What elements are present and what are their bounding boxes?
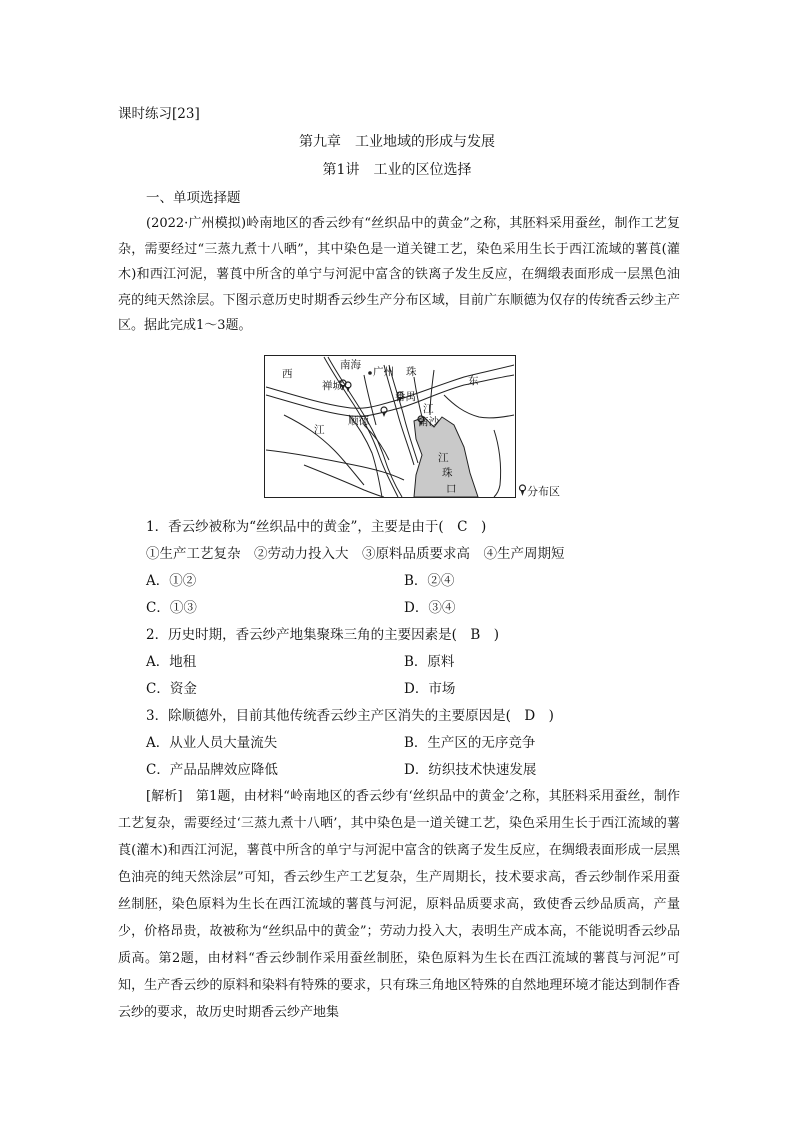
material-passage — [118, 211, 680, 339]
analysis-text: [解析] 第1题，由材料“岭南地区的香云纱有‘丝织品中的黄金’之称，其胚料采用蚕丝，制作工艺复杂，需要经过‘三蒸九煮十八晒’，其中染色是一道关键工艺，染色采用生长于西江流域的薯莨(灌木)和西江河泥，薯莨中所含的单宁与河泥中富含的铁离子发生反应，在绸缎表面形成一层黑色油亮的纯天然涂层”可知，香云纱生产工艺复杂，生产周期长，技术要求高，香云纱制作采用蚕丝制胚，染色原料为生长在西江流域的薯莨与河泥，原料品质要求高，致使香云纱品质高，产量少，价格昂贵，故被称为“丝织品中的黄金”；劳动力投入大，表明生产成本高，不能说明香云纱品质高。第2题，由材料“香云纱制作采用蚕丝制胚，染色原料为生长在西江流域的薯莨与河泥”可知，生产香云纱的原料和染料有特殊的要求，只有珠三角地区特殊的自然地理环境才能达到制作香云纱的要求，故历史时期香云纱产地集 — [118, 789, 680, 1020]
map-label-estuary-kou: 口 — [446, 483, 457, 495]
map-label-panyu: 番禺 — [395, 391, 416, 403]
question-1-option-d: D．③④ — [404, 600, 456, 616]
exercise-title: 课时练习[23] — [118, 106, 200, 122]
question-1-option-c: C．①③ — [146, 600, 197, 616]
map-label-zhu: 珠 — [406, 366, 417, 378]
material-text: (2022·广州模拟)岭南地区的香云纱有“丝织品中的黄金”之称，其胚料采用蚕丝，制作工艺复杂，需要经过“三蒸九煮十八晒”，其中染色是一道关键工艺，染色采用生长于西江流域的薯莨(灌木)和西江河泥，薯莨中所含的单宁与河泥中富含的铁离子发生反应，在绸缎表面形成一层黑色油亮的纯天然涂层。下图示意历史时期香云纱生产分布区域，目前广东顺德为仅存的传统香云纱主产区。据此完成1～3题。 — [118, 216, 680, 333]
chapter-title: 第九章 工业地域的形成与发展 — [299, 134, 495, 150]
map-label-jiang-east: 江 — [423, 403, 434, 415]
question-2-option-d: D．市场 — [404, 681, 456, 697]
question-2-stem: 2．历史时期，香云纱产地集聚珠三角的主要因素是( B ) — [146, 627, 500, 643]
legend-label: 分布区 — [527, 485, 560, 498]
question-2-option-b: B．原料 — [404, 654, 455, 670]
section-title: 一、单项选择题 — [146, 190, 241, 206]
question-3-stem: 3．除顺德外，目前其他传统香云纱主产区消失的主要原因是( D ) — [146, 708, 554, 724]
map-label-dong: 东 — [468, 375, 479, 387]
question-2-option-a: A．地租 — [146, 654, 197, 670]
map-label-guangzhou: 广州 — [373, 366, 394, 378]
question-1-option-a: A．①② — [146, 573, 197, 589]
map-label-jiang-west: 江 — [314, 424, 325, 436]
question-3-option-a: A．从业人员大量流失 — [146, 735, 278, 751]
question-1-statements: ①生产工艺复杂 ②劳动力投入大 ③原料品质要求高 ④生产周期短 — [146, 546, 565, 562]
question-1-option-b: B．②④ — [404, 573, 455, 589]
question-3-option-b: B．生产区的无序竞争 — [404, 735, 536, 751]
map-legend — [518, 483, 560, 499]
question-1-stem: 1．香云纱被称为“丝织品中的黄金”，主要是由于( C ) — [146, 519, 487, 535]
map-label-nansha: 南沙 — [418, 416, 439, 428]
question-3-option-c: C．产品品牌效应降低 — [146, 762, 278, 778]
question-3-option-d: D．纺织技术快速发展 — [404, 762, 537, 778]
map-label-nanhai: 南海 — [340, 359, 361, 371]
map-label-shunde: 顺德 — [348, 415, 369, 427]
question-2-option-c: C．资金 — [146, 681, 197, 697]
lesson-title: 第1讲 工业的区位选择 — [322, 162, 472, 178]
map-label-xi: 西 — [282, 368, 293, 380]
analysis-section — [118, 783, 680, 1026]
map-label-chancheng: 禅城 — [322, 380, 343, 392]
map-label-estuary-jiang: 江 — [438, 452, 449, 464]
map-label-estuary-zhu: 珠 — [442, 467, 453, 479]
marker-guangzhou — [368, 371, 372, 375]
legend-marker-icon — [518, 484, 527, 497]
distribution-map — [264, 355, 516, 498]
